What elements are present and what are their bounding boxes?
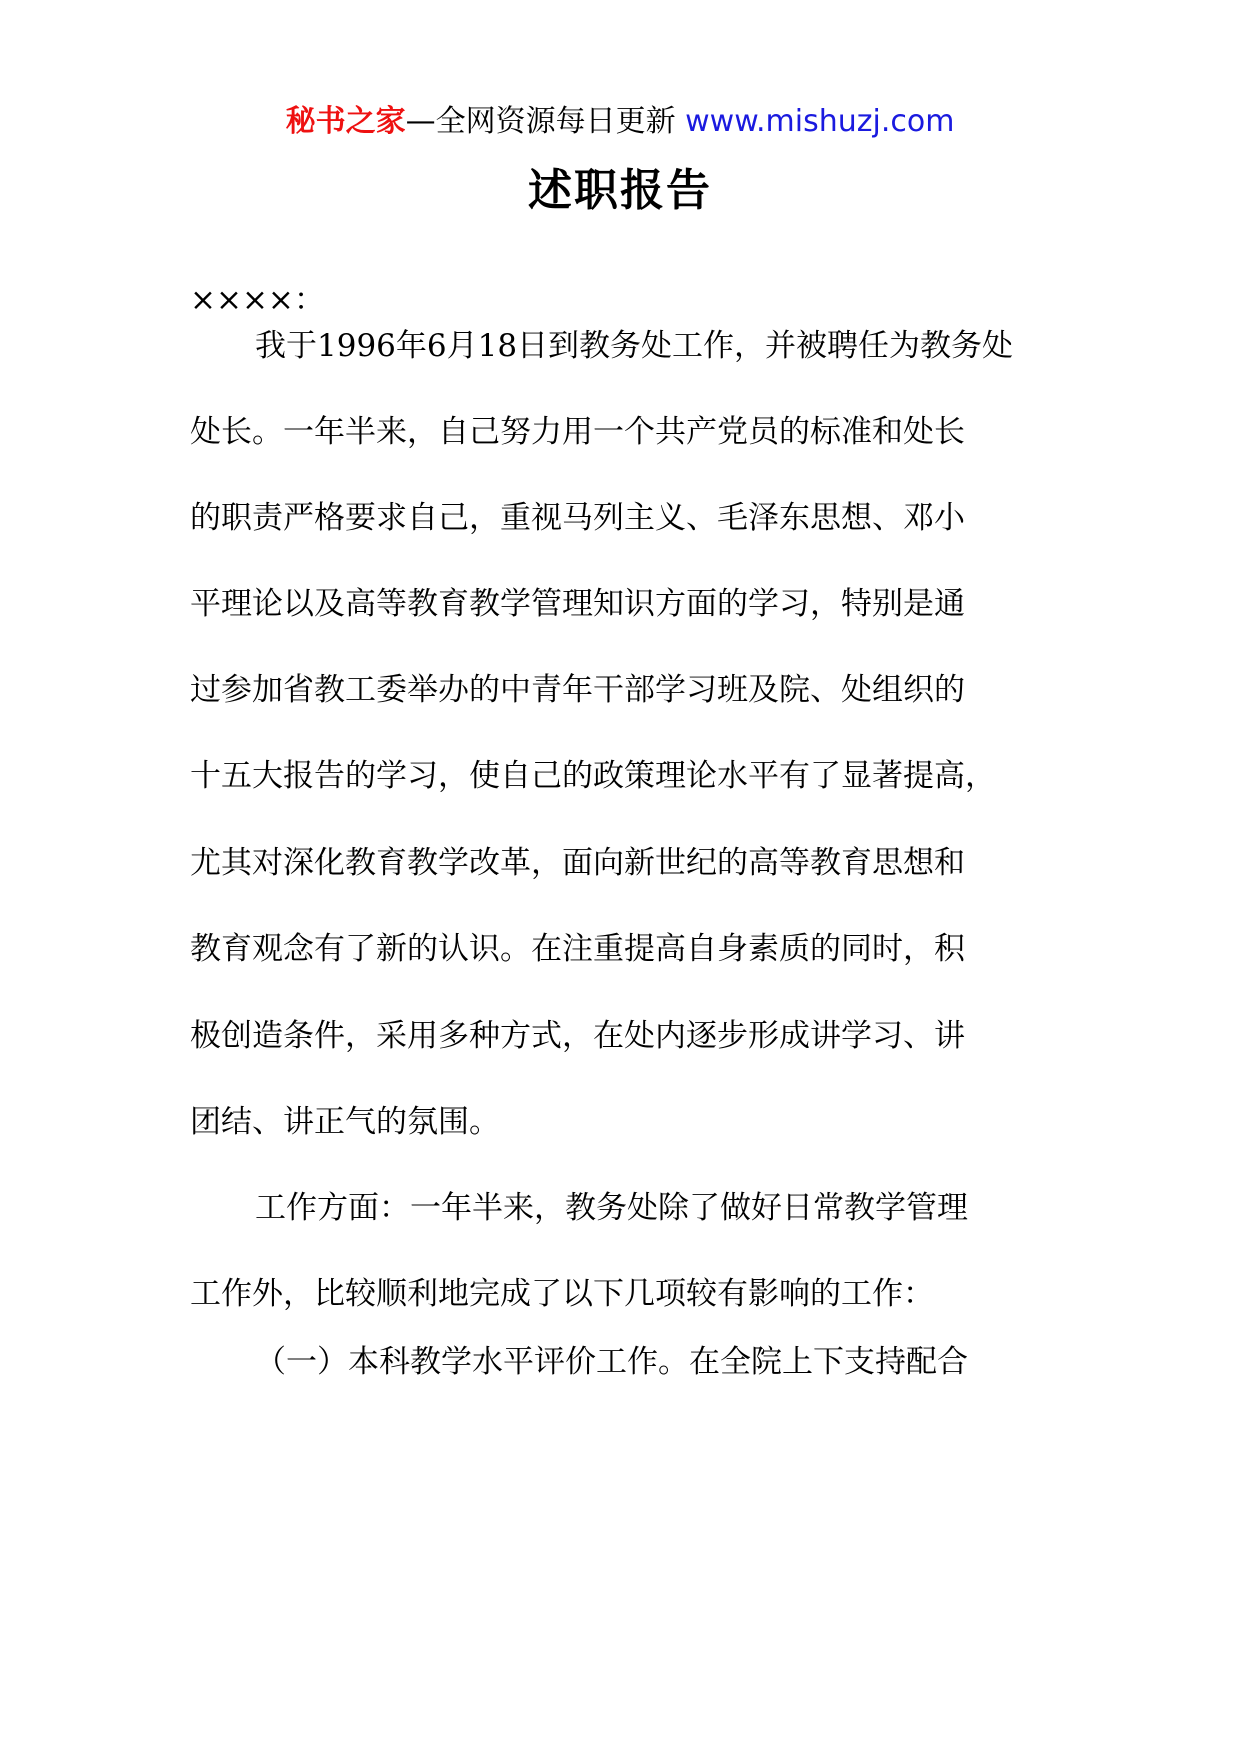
site-brand: 秘书之家 (285, 104, 406, 139)
paragraph-line: 处长。一年半来，自己努力用一个共产党员的标准和处长 (190, 414, 965, 450)
paragraph-line: 的职责严格要求自己，重视马列主义、毛泽东思想、邓小 (190, 500, 965, 536)
paragraph-line: 团结、讲正气的氛围。 (190, 1104, 500, 1140)
paragraph-line: 过参加省教工委举办的中青年干部学习班及院、处组织的 (190, 672, 965, 708)
paragraph-line: 平理论以及高等教育教学管理知识方面的学习，特别是通 (190, 586, 965, 622)
paragraph-line: 极创造条件，采用多种方式，在处内逐步形成讲学习、讲 (190, 1018, 965, 1054)
document-title: 述职报告 (528, 165, 712, 216)
salutation: ××××： (190, 282, 325, 318)
paragraph-line: 工作方面：一年半来，教务处除了做好日常教学管理 (255, 1190, 968, 1226)
paragraph-line: 教育观念有了新的认识。在注重提高自身素质的同时，积 (190, 931, 965, 967)
paragraph-line: 工作外，比较顺利地完成了以下几项较有影响的工作： (190, 1276, 934, 1312)
paragraph-line: 我于1996年6月18日到教务处工作，并被聘任为教务处 (255, 328, 1014, 364)
site-header (0, 102, 1240, 142)
paragraph-line: （一）本科教学水平评价工作。在全院上下支持配合 (255, 1344, 968, 1380)
paragraph-line: 尤其对深化教育教学改革，面向新世纪的高等教育思想和 (190, 845, 965, 881)
paragraph-line: 十五大报告的学习，使自己的政策理论水平有了显著提高， (190, 758, 996, 794)
site-tagline: —全网资源每日更新 (405, 104, 676, 139)
site-url-link[interactable]: www.mishuzj.com (685, 104, 955, 139)
